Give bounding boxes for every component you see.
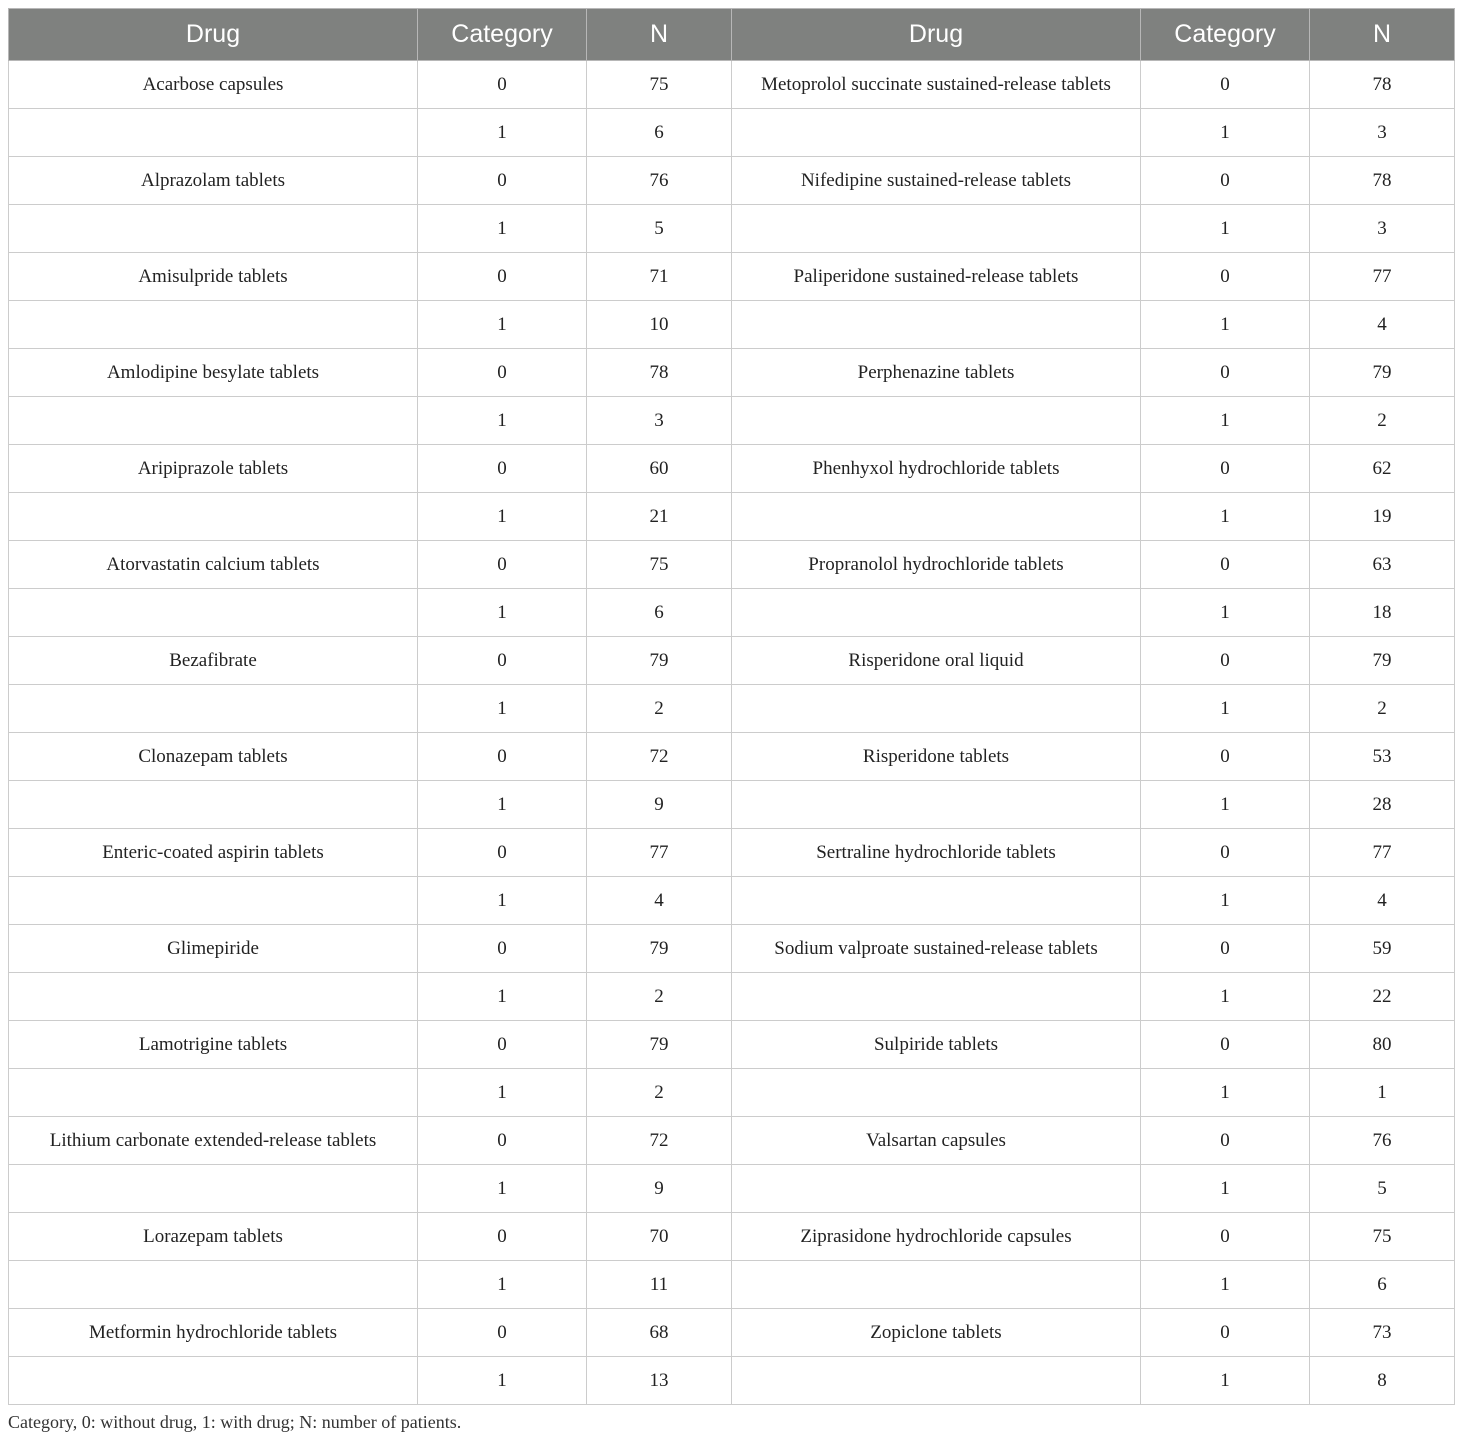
cell-n-right: 80 bbox=[1310, 1021, 1455, 1069]
cell-drug-right: Sulpiride tablets bbox=[732, 1021, 1141, 1069]
table-row bbox=[9, 877, 1455, 925]
cell-n-left: 2 bbox=[587, 973, 732, 1021]
cell-n-left: 6 bbox=[587, 109, 732, 157]
cell-category-left: 0 bbox=[418, 253, 587, 301]
cell-n-left: 75 bbox=[587, 541, 732, 589]
table-row bbox=[9, 397, 1455, 445]
cell-drug-left: Enteric-coated aspirin tablets bbox=[9, 829, 418, 877]
cell-drug-left bbox=[9, 781, 418, 829]
table-row bbox=[9, 973, 1455, 1021]
cell-n-right: 79 bbox=[1310, 349, 1455, 397]
table-row bbox=[9, 733, 1455, 781]
cell-drug-right: Ziprasidone hydrochloride capsules bbox=[732, 1213, 1141, 1261]
cell-drug-right bbox=[732, 1357, 1141, 1405]
cell-category-right: 0 bbox=[1141, 733, 1310, 781]
table-row bbox=[9, 781, 1455, 829]
cell-category-left: 0 bbox=[418, 637, 587, 685]
cell-drug-left bbox=[9, 877, 418, 925]
cell-n-left: 77 bbox=[587, 829, 732, 877]
table-row bbox=[9, 1309, 1455, 1357]
document bbox=[8, 8, 1453, 1433]
cell-category-left: 1 bbox=[418, 589, 587, 637]
cell-category-left: 0 bbox=[418, 349, 587, 397]
cell-drug-left bbox=[9, 301, 418, 349]
cell-drug-left bbox=[9, 589, 418, 637]
cell-drug-right bbox=[732, 1261, 1141, 1309]
cell-n-right: 19 bbox=[1310, 493, 1455, 541]
table-row bbox=[9, 205, 1455, 253]
cell-drug-right: Sodium valproate sustained-release tablets bbox=[732, 925, 1141, 973]
cell-n-left: 60 bbox=[587, 445, 732, 493]
cell-drug-left bbox=[9, 1261, 418, 1309]
cell-category-left: 0 bbox=[418, 541, 587, 589]
cell-drug-right: Nifedipine sustained-release tablets bbox=[732, 157, 1141, 205]
cell-drug-right: Metoprolol succinate sustained-release tablets bbox=[732, 61, 1141, 109]
cell-category-right: 1 bbox=[1141, 1357, 1310, 1405]
cell-category-right: 1 bbox=[1141, 1261, 1310, 1309]
cell-n-left: 11 bbox=[587, 1261, 732, 1309]
cell-n-right: 2 bbox=[1310, 685, 1455, 733]
header-n-right: N bbox=[1310, 9, 1455, 61]
cell-category-left: 1 bbox=[418, 1069, 587, 1117]
cell-drug-right bbox=[732, 301, 1141, 349]
cell-category-right: 1 bbox=[1141, 205, 1310, 253]
cell-drug-right bbox=[732, 1069, 1141, 1117]
cell-drug-right: Phenhyxol hydrochloride tablets bbox=[732, 445, 1141, 493]
cell-category-left: 0 bbox=[418, 1117, 587, 1165]
table-row bbox=[9, 637, 1455, 685]
cell-category-left: 0 bbox=[418, 1213, 587, 1261]
cell-n-left: 70 bbox=[587, 1213, 732, 1261]
cell-drug-left: Atorvastatin calcium tablets bbox=[9, 541, 418, 589]
header-drug-right: Drug bbox=[732, 9, 1141, 61]
header-category-left: Category bbox=[418, 9, 587, 61]
header-drug-left: Drug bbox=[9, 9, 418, 61]
cell-n-left: 5 bbox=[587, 205, 732, 253]
cell-drug-left: Clonazepam tablets bbox=[9, 733, 418, 781]
cell-drug-right: Perphenazine tablets bbox=[732, 349, 1141, 397]
cell-n-left: 79 bbox=[587, 637, 732, 685]
cell-drug-right bbox=[732, 781, 1141, 829]
cell-n-right: 18 bbox=[1310, 589, 1455, 637]
header-category-right: Category bbox=[1141, 9, 1310, 61]
cell-drug-right bbox=[732, 877, 1141, 925]
cell-n-left: 4 bbox=[587, 877, 732, 925]
cell-drug-left: Lithium carbonate extended-release tablets bbox=[9, 1117, 418, 1165]
cell-n-left: 72 bbox=[587, 1117, 732, 1165]
cell-category-right: 1 bbox=[1141, 1165, 1310, 1213]
cell-category-left: 0 bbox=[418, 1309, 587, 1357]
cell-drug-left bbox=[9, 397, 418, 445]
table-row bbox=[9, 1261, 1455, 1309]
cell-category-right: 0 bbox=[1141, 541, 1310, 589]
cell-drug-left bbox=[9, 205, 418, 253]
cell-n-right: 79 bbox=[1310, 637, 1455, 685]
cell-category-left: 1 bbox=[418, 1165, 587, 1213]
header-n-left: N bbox=[587, 9, 732, 61]
cell-category-right: 1 bbox=[1141, 781, 1310, 829]
cell-category-right: 1 bbox=[1141, 493, 1310, 541]
cell-n-right: 8 bbox=[1310, 1357, 1455, 1405]
table-row bbox=[9, 685, 1455, 733]
cell-n-right: 78 bbox=[1310, 61, 1455, 109]
cell-n-right: 59 bbox=[1310, 925, 1455, 973]
cell-category-left: 0 bbox=[418, 733, 587, 781]
cell-drug-right: Paliperidone sustained-release tablets bbox=[732, 253, 1141, 301]
cell-category-right: 0 bbox=[1141, 1309, 1310, 1357]
cell-n-right: 22 bbox=[1310, 973, 1455, 1021]
cell-drug-left: Amisulpride tablets bbox=[9, 253, 418, 301]
cell-category-left: 0 bbox=[418, 61, 587, 109]
cell-n-right: 4 bbox=[1310, 301, 1455, 349]
cell-category-right: 0 bbox=[1141, 253, 1310, 301]
table-row bbox=[9, 61, 1455, 109]
cell-n-left: 3 bbox=[587, 397, 732, 445]
cell-drug-left: Lamotrigine tablets bbox=[9, 1021, 418, 1069]
cell-category-right: 1 bbox=[1141, 589, 1310, 637]
cell-n-left: 72 bbox=[587, 733, 732, 781]
cell-n-left: 78 bbox=[587, 349, 732, 397]
cell-n-left: 79 bbox=[587, 925, 732, 973]
cell-category-left: 1 bbox=[418, 301, 587, 349]
cell-category-right: 0 bbox=[1141, 349, 1310, 397]
table-row bbox=[9, 541, 1455, 589]
table-footnote: Category, 0: without drug, 1: with drug; N: number of patients. bbox=[8, 1412, 462, 1432]
cell-category-left: 1 bbox=[418, 685, 587, 733]
cell-n-right: 28 bbox=[1310, 781, 1455, 829]
table-row bbox=[9, 157, 1455, 205]
cell-category-left: 1 bbox=[418, 1357, 587, 1405]
table-row bbox=[9, 1069, 1455, 1117]
cell-n-right: 63 bbox=[1310, 541, 1455, 589]
drug-table bbox=[8, 8, 1455, 1405]
cell-category-left: 0 bbox=[418, 445, 587, 493]
cell-drug-right: Valsartan capsules bbox=[732, 1117, 1141, 1165]
cell-category-right: 1 bbox=[1141, 973, 1310, 1021]
table-row bbox=[9, 1213, 1455, 1261]
cell-drug-left bbox=[9, 1069, 418, 1117]
cell-category-left: 1 bbox=[418, 877, 587, 925]
cell-drug-left: Glimepiride bbox=[9, 925, 418, 973]
table-row bbox=[9, 301, 1455, 349]
table-row bbox=[9, 829, 1455, 877]
cell-n-left: 13 bbox=[587, 1357, 732, 1405]
cell-n-right: 75 bbox=[1310, 1213, 1455, 1261]
cell-drug-left: Aripiprazole tablets bbox=[9, 445, 418, 493]
cell-category-left: 1 bbox=[418, 1261, 587, 1309]
cell-category-left: 1 bbox=[418, 109, 587, 157]
cell-drug-right bbox=[732, 109, 1141, 157]
table-row bbox=[9, 253, 1455, 301]
cell-n-right: 5 bbox=[1310, 1165, 1455, 1213]
cell-drug-left: Alprazolam tablets bbox=[9, 157, 418, 205]
cell-drug-right: Zopiclone tablets bbox=[732, 1309, 1141, 1357]
cell-category-right: 0 bbox=[1141, 829, 1310, 877]
cell-drug-left: Metformin hydrochloride tablets bbox=[9, 1309, 418, 1357]
table-row bbox=[9, 589, 1455, 637]
cell-n-right: 62 bbox=[1310, 445, 1455, 493]
cell-n-left: 76 bbox=[587, 157, 732, 205]
cell-n-left: 68 bbox=[587, 1309, 732, 1357]
cell-drug-left bbox=[9, 1357, 418, 1405]
cell-n-right: 53 bbox=[1310, 733, 1455, 781]
cell-category-left: 1 bbox=[418, 493, 587, 541]
cell-drug-right bbox=[732, 1165, 1141, 1213]
cell-category-right: 1 bbox=[1141, 877, 1310, 925]
cell-drug-right: Risperidone tablets bbox=[732, 733, 1141, 781]
table-row bbox=[9, 349, 1455, 397]
cell-n-right: 6 bbox=[1310, 1261, 1455, 1309]
cell-category-left: 1 bbox=[418, 397, 587, 445]
cell-category-left: 1 bbox=[418, 781, 587, 829]
cell-drug-right bbox=[732, 589, 1141, 637]
table-row bbox=[9, 925, 1455, 973]
cell-n-left: 21 bbox=[587, 493, 732, 541]
cell-n-left: 2 bbox=[587, 1069, 732, 1117]
cell-n-right: 3 bbox=[1310, 109, 1455, 157]
cell-drug-left bbox=[9, 109, 418, 157]
cell-n-right: 77 bbox=[1310, 829, 1455, 877]
cell-drug-left: Acarbose capsules bbox=[9, 61, 418, 109]
cell-n-left: 79 bbox=[587, 1021, 732, 1069]
cell-n-left: 9 bbox=[587, 1165, 732, 1213]
cell-category-right: 1 bbox=[1141, 1069, 1310, 1117]
cell-n-left: 75 bbox=[587, 61, 732, 109]
cell-drug-left: Amlodipine besylate tablets bbox=[9, 349, 418, 397]
cell-category-right: 1 bbox=[1141, 109, 1310, 157]
table-row bbox=[9, 1165, 1455, 1213]
cell-drug-right: Sertraline hydrochloride tablets bbox=[732, 829, 1141, 877]
cell-n-right: 1 bbox=[1310, 1069, 1455, 1117]
table-row bbox=[9, 1117, 1455, 1165]
cell-category-left: 0 bbox=[418, 829, 587, 877]
cell-n-left: 71 bbox=[587, 253, 732, 301]
cell-category-right: 1 bbox=[1141, 397, 1310, 445]
cell-category-left: 1 bbox=[418, 205, 587, 253]
cell-category-right: 1 bbox=[1141, 685, 1310, 733]
cell-category-right: 1 bbox=[1141, 301, 1310, 349]
cell-n-left: 6 bbox=[587, 589, 732, 637]
table-row bbox=[9, 109, 1455, 157]
cell-n-right: 2 bbox=[1310, 397, 1455, 445]
cell-drug-left: Bezafibrate bbox=[9, 637, 418, 685]
cell-n-right: 78 bbox=[1310, 157, 1455, 205]
table-body bbox=[9, 61, 1455, 1405]
cell-category-left: 0 bbox=[418, 925, 587, 973]
header-row bbox=[9, 9, 1455, 61]
cell-drug-left bbox=[9, 493, 418, 541]
table-row bbox=[9, 1021, 1455, 1069]
cell-drug-left bbox=[9, 1165, 418, 1213]
cell-drug-right bbox=[732, 685, 1141, 733]
cell-drug-right bbox=[732, 205, 1141, 253]
cell-drug-left: Lorazepam tablets bbox=[9, 1213, 418, 1261]
table-row bbox=[9, 1357, 1455, 1405]
cell-category-left: 0 bbox=[418, 1021, 587, 1069]
cell-n-right: 76 bbox=[1310, 1117, 1455, 1165]
cell-drug-right bbox=[732, 397, 1141, 445]
cell-drug-right: Propranolol hydrochloride tablets bbox=[732, 541, 1141, 589]
cell-drug-left bbox=[9, 973, 418, 1021]
table-row bbox=[9, 445, 1455, 493]
cell-category-right: 0 bbox=[1141, 637, 1310, 685]
cell-drug-right bbox=[732, 493, 1141, 541]
cell-n-left: 10 bbox=[587, 301, 732, 349]
cell-category-right: 0 bbox=[1141, 61, 1310, 109]
cell-category-right: 0 bbox=[1141, 925, 1310, 973]
cell-category-right: 0 bbox=[1141, 1021, 1310, 1069]
cell-category-left: 0 bbox=[418, 157, 587, 205]
cell-drug-right bbox=[732, 973, 1141, 1021]
cell-category-right: 0 bbox=[1141, 445, 1310, 493]
cell-drug-left bbox=[9, 685, 418, 733]
cell-category-left: 1 bbox=[418, 973, 587, 1021]
cell-drug-right: Risperidone oral liquid bbox=[732, 637, 1141, 685]
cell-n-right: 77 bbox=[1310, 253, 1455, 301]
cell-n-left: 2 bbox=[587, 685, 732, 733]
cell-n-right: 3 bbox=[1310, 205, 1455, 253]
cell-n-right: 73 bbox=[1310, 1309, 1455, 1357]
cell-n-right: 4 bbox=[1310, 877, 1455, 925]
cell-category-right: 0 bbox=[1141, 1213, 1310, 1261]
cell-category-right: 0 bbox=[1141, 157, 1310, 205]
cell-category-right: 0 bbox=[1141, 1117, 1310, 1165]
cell-n-left: 9 bbox=[587, 781, 732, 829]
table-row bbox=[9, 493, 1455, 541]
